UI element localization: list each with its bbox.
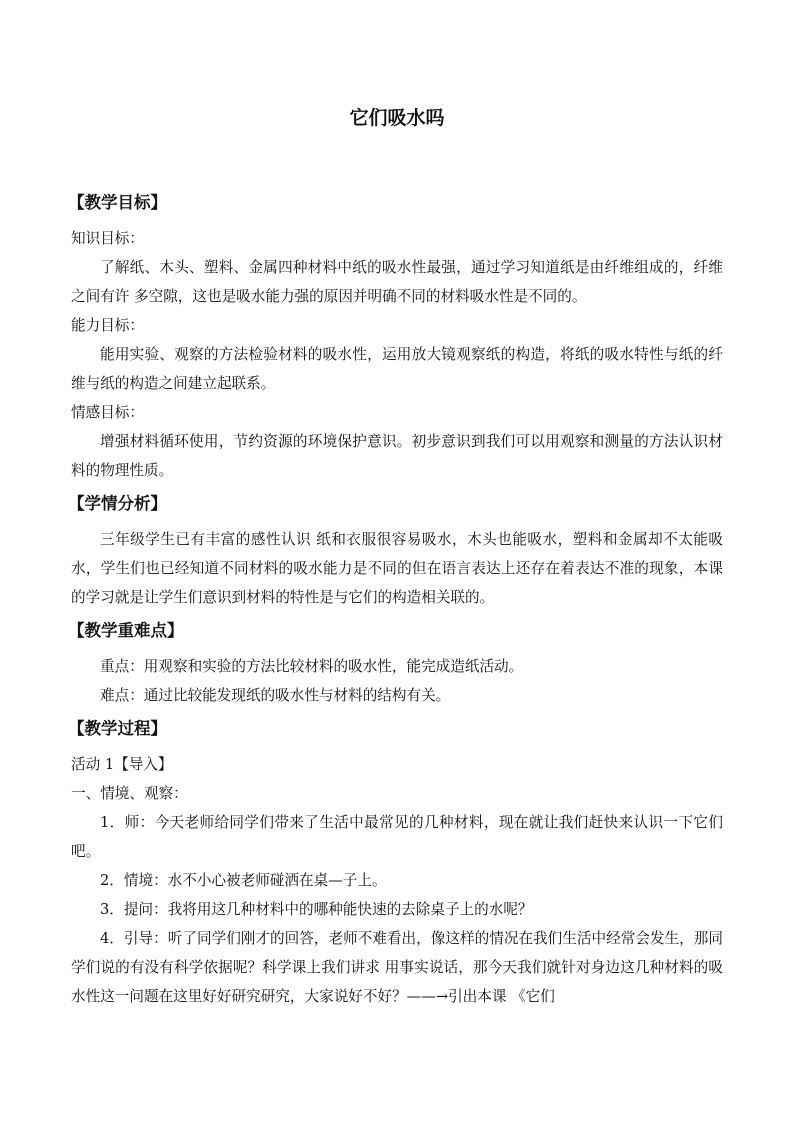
paragraph: 能用实验、观察的方法检验材料的吸水性，运用放大镜观察纸的构造，将纸的吸水特性与纸的纤维与纸的构造之间建立起联系。 — [71, 346, 723, 392]
section-teaching-process — [68, 714, 723, 1011]
paragraph: 增强材料循环使用，节约资源的环境保护意识。初步意识到我们可以用观察和测量的方法认识材料的物理性质。 — [71, 433, 723, 479]
section-heading: 【教学目标】 — [68, 193, 167, 212]
label-emotion-goal: 情感目标： — [71, 404, 144, 421]
label-knowledge-goal: 知识目标： — [71, 230, 144, 247]
label-situation-observation: 一、情境、观察： — [71, 785, 188, 802]
section-heading: 【教学过程】 — [68, 719, 167, 738]
section-teaching-goals — [68, 188, 723, 485]
section-heading: 【教学重难点】 — [68, 621, 184, 640]
section-heading: 【学情分析】 — [68, 494, 167, 513]
paragraph-key-point: 重点：用观察和实验的方法比较材料的吸水性，能完成造纸活动。 — [100, 658, 524, 675]
paragraph: 了解纸、木头、塑料、金属四种材料中纸的吸水性最强，通过学习知道纸是由纤维组成的，纤维之间有许 多空隙，这也是吸水能力强的原因并明确不同的材料吸水性是不同的。 — [71, 259, 723, 305]
paragraph: 三年级学生已有丰富的感性认识 纸和衣服很容易吸水，木头也能吸水，塑料和金属却不太能吸水，学生们也已经知道不同材料的吸水能力是不同的但在语言表达上还存在着表达不准的现象，本课的学习就是让学生们意识到材料的特性是与它们的构造相关联的。 — [71, 531, 723, 606]
label-ability-goal: 能力目标： — [71, 317, 144, 334]
label-activity-1: 活动 1【导入】 — [71, 756, 173, 773]
document-title: 它们吸水吗 — [349, 107, 445, 129]
paragraph: 1．师：今天老师给同学们带来了生活中最常见的几种材料，现在就让我们赶快来认识一下它们吧。 — [71, 814, 723, 860]
paragraph: 2．情境：水不小心被老师碰洒在桌—子上。 — [100, 872, 387, 889]
section-student-analysis — [68, 489, 723, 612]
paragraph: 3．提问：我将用这几种材料中的哪种能快速的去除桌子上的水呢？ — [100, 901, 533, 918]
paragraph-difficult-point: 难点：通过比较能发现纸的吸水性与材料的结构有关。 — [100, 687, 451, 704]
section-key-difficult-points — [68, 616, 723, 710]
document-body — [68, 188, 723, 1011]
paragraph: 4．引导：听了同学们刚才的回答，老师不难看出，像这样的情况在我们生活中经常会发生，那同学们说的有没有科学依据呢？科学课上我们讲求 用事实说话，那今天我们就针对身边这几种材料的吸水性这一问题在这里好好研究研究，大家说好不好？——→引出本课 《它们 — [71, 930, 723, 1005]
